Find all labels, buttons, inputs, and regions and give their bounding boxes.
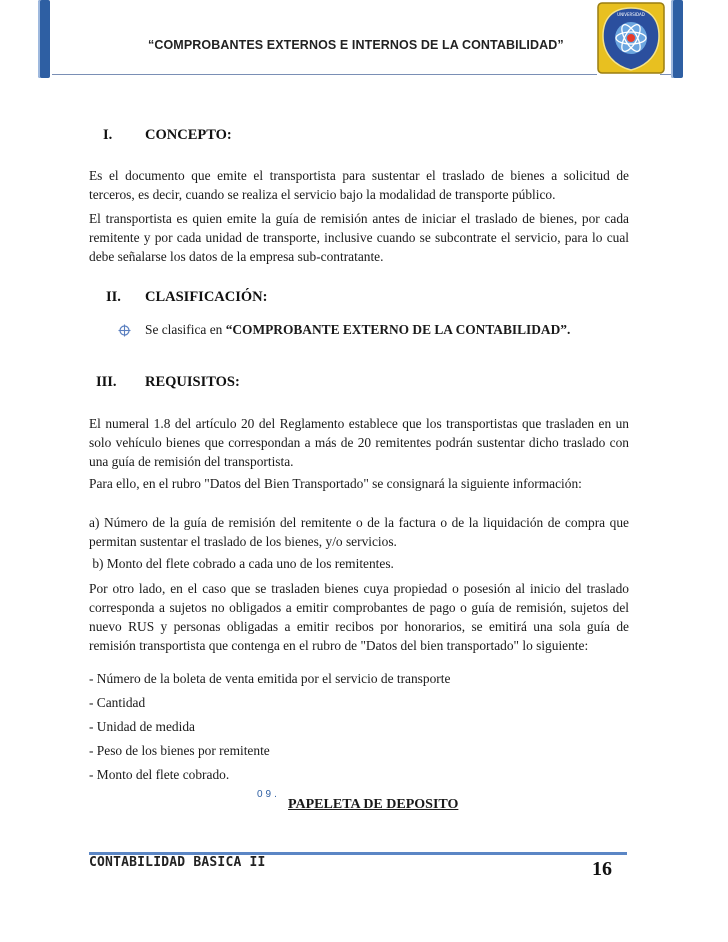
list-item: - Número de la boleta de venta emitida por el servicio de transporte [89, 671, 451, 686]
crosshair-bullet-icon [118, 324, 131, 337]
section-1-title: CONCEPTO: [145, 127, 232, 143]
concepto-paragraph-2: El transportista es quien emite la guía de remisión antes de iniciar el traslado de bienes, por cada remitente y por cada unidad de transporte, inclusive cuando se subcontrate el servicio, para lo cual debe señalarse los datos de la empresa sub-contratante. [89, 211, 629, 264]
header-title: “COMPROBANTES EXTERNOS E INTERNOS DE LA CONTABILIDAD” [148, 38, 564, 52]
next-section-number: 09. [257, 789, 280, 800]
requisitos-paragraph-3: a) Número de la guía de remisión del remitente o de la factura o de la liquidación de compra que permitan sustentar el traslado de los bienes, y/o servicios. [89, 515, 629, 549]
list-item: - Unidad de medida [89, 719, 195, 734]
requisitos-paragraph-4: b) Monto del flete cobrado a cada uno de los remitentes. [89, 556, 394, 571]
section-1-number: I. [103, 127, 113, 143]
university-seal-logo [597, 2, 665, 74]
svg-text:UNIVERSIDAD: UNIVERSIDAD [617, 12, 645, 17]
header-left-bar [38, 0, 50, 78]
section-3-title: REQUISITOS: [145, 374, 240, 390]
clasificacion-bold: “COMPROBANTE EXTERNO DE LA CONTABILIDAD”. [225, 322, 571, 337]
next-section-title: PAPELETA DE DEPOSITO [288, 797, 459, 812]
list-item: - Monto del flete cobrado. [89, 767, 230, 782]
clasificacion-prefix: Se clasifica en [145, 322, 226, 337]
clasificacion-item [145, 322, 570, 338]
list-item: - Cantidad [89, 695, 146, 710]
section-2-title: CLASIFICACIÓN: [145, 289, 268, 305]
header-rule-right [660, 74, 671, 75]
section-2-number: II. [106, 289, 121, 305]
requisitos-paragraph-2: Para ello, en el rubro "Datos del Bien Transportado" se consignará la siguiente información: [89, 476, 582, 491]
section-3-number: III. [96, 374, 117, 390]
requisitos-paragraph-5: Por otro lado, en el caso que se trasladen bienes cuya propiedad o posesión al inicio del traslado corresponda a sujetos no obligados a emitir comprobantes de pago o guía de remisión, sujetos del nuevo RUS y personas obligadas a emitir recibos por honorarios, se emitirá una sola guía de remisión transportista que contenga en el rubro de "Datos del bien transportado" lo siguiente: [89, 581, 629, 653]
header-rule [52, 74, 597, 75]
footer-page-number: 16 [592, 858, 612, 880]
header-right-bar [671, 0, 683, 78]
footer-course-name: CONTABILIDAD BASICA II [89, 855, 266, 870]
list-item: - Peso de los bienes por remitente [89, 743, 270, 758]
concepto-paragraph-1: Es el documento que emite el transportista para sustentar el traslado de bienes a solicitud de terceros, es decir, cuando se realiza el servicio bajo la modalidad de transporte público. [89, 168, 629, 202]
requisitos-paragraph-1: El numeral 1.8 del artículo 20 del Reglamento establece que los transportistas que trasladen en un solo vehículo bienes que correspondan a más de 20 remitentes podrán sustentar dicho traslado con una guía de remisión del transportista. [89, 416, 629, 469]
